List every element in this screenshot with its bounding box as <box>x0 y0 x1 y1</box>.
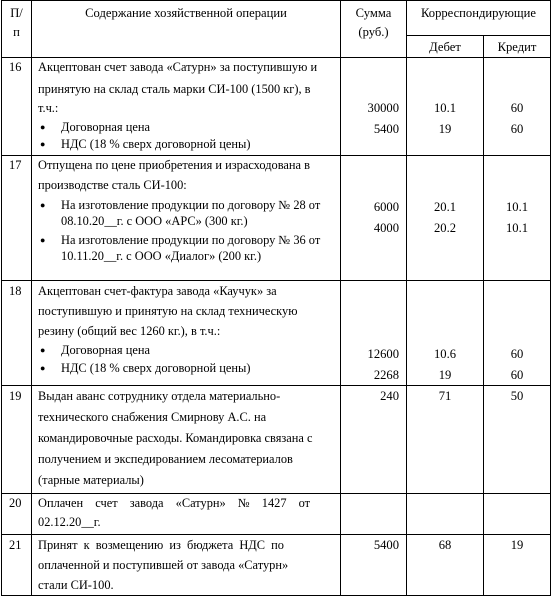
bullet-text: На изготовление продукции по договору № 28 от <box>61 198 321 212</box>
credit-account: 60 <box>510 122 524 136</box>
row-text-line: производстве сталь СИ-100: <box>38 178 187 192</box>
credit-account: 50 <box>510 389 524 403</box>
amount: 6000 <box>373 200 399 214</box>
debit-account: 20.2 <box>433 221 457 235</box>
credit-account: 19 <box>510 538 524 552</box>
header-debit: Дебет <box>429 40 461 54</box>
credit-account: 60 <box>510 101 524 115</box>
row-text-line: т.ч.: <box>38 101 59 115</box>
debit-account: 19 <box>438 122 452 136</box>
amount: 5400 <box>373 538 399 552</box>
row-text-line: Выдан аванс сотруднику отдела материально- <box>38 389 281 403</box>
bullet-text: 10.11.20__г. с ООО «Диалог» (200 кг.) <box>61 249 262 263</box>
credit-account: 10.1 <box>505 200 529 214</box>
row-text-line <box>38 283 328 301</box>
amount: 12600 <box>367 347 399 361</box>
row-text-line: оплаченной и поступившей от завода «Сатурн» <box>38 558 289 572</box>
amount: 5400 <box>373 122 399 136</box>
row-text-line: принятую на склад сталь марки СИ-100 (1500 кг), в <box>38 82 311 96</box>
row-number: 18 <box>9 284 22 298</box>
debit-account: 68 <box>438 538 452 552</box>
row-text-line: 02.12.20__г. <box>38 515 101 529</box>
debit-account: 10.1 <box>433 101 457 115</box>
row-text-line: Принят к возмещению из бюджета НДС по <box>38 538 284 552</box>
row-text-line: стали СИ-100. <box>38 578 114 592</box>
header-no-line2: п <box>13 25 20 39</box>
row-text-line: Отпущена по цене приобретения и израсходована в <box>38 158 310 172</box>
bullet-text: Договорная цена <box>61 343 150 357</box>
row-text-line: (тарные материалы) <box>38 473 144 487</box>
header-corresponding: Корреспондирующие <box>421 6 536 20</box>
row-text-line: Акцептован счет завода «Сатурн» за поступившую и <box>38 60 318 74</box>
bullet-icon: ● <box>40 345 46 355</box>
debit-account: 71 <box>438 389 452 403</box>
row-text-line: командировочные расходы. Командировка связана с <box>38 431 313 445</box>
credit-account: 60 <box>510 368 524 382</box>
row-number: 16 <box>9 60 22 74</box>
debit-account: 20.1 <box>433 200 457 214</box>
bullet-icon: ● <box>40 122 46 132</box>
bullet-text: НДС (18 % сверх договорной цены) <box>61 137 251 151</box>
debit-account: 19 <box>438 368 452 382</box>
header-sum-line1: Сумма <box>355 6 392 20</box>
bullet-text: НДС (18 % сверх договорной цены) <box>61 361 251 375</box>
row-text-line: поступившую и принятую на склад техническую <box>38 304 298 318</box>
amount: 4000 <box>373 221 399 235</box>
row-text-line: резину (общий вес 1260 кг.), в т.ч.: <box>38 324 221 338</box>
row-text-span: Акцептован счет-фактура завода «Каучук» за <box>38 284 277 298</box>
amount: 240 <box>380 389 399 403</box>
amount: 30000 <box>367 101 399 115</box>
bullet-icon: ● <box>40 235 46 245</box>
header-credit: Кредит <box>497 40 537 54</box>
row-text-line: получением и экспедированием лесоматериалов <box>38 452 293 466</box>
header-no-line1: П/ <box>10 6 23 20</box>
debit-account: 10.6 <box>433 347 457 361</box>
credit-account: 10.1 <box>505 221 529 235</box>
credit-account: 60 <box>510 347 524 361</box>
bullet-icon: ● <box>40 363 46 373</box>
row-number: 21 <box>9 538 22 552</box>
row-number: 19 <box>9 389 22 403</box>
bullet-icon: ● <box>40 200 46 210</box>
header-sum-line2: (руб.) <box>358 25 389 39</box>
bullet-icon: ● <box>40 139 46 149</box>
bullet-text: Договорная цена <box>61 120 150 134</box>
header-no <box>2 4 31 42</box>
row-text-line: технического снабжения Смирнову А.С. на <box>38 410 267 424</box>
header-description: Содержание хозяйственной операции <box>85 6 287 20</box>
bullet-text: 08.10.20__г. с ООО «АРС» (300 кг.) <box>61 214 248 228</box>
row-text-line: Оплачен счет завода «Сатурн» № 1427 от <box>38 496 311 510</box>
row-number: 20 <box>9 496 22 510</box>
row-number: 17 <box>9 158 22 172</box>
header-sum <box>341 4 406 42</box>
bullet-text: На изготовление продукции по договору № 36 от <box>61 233 321 247</box>
amount: 2268 <box>373 368 399 382</box>
